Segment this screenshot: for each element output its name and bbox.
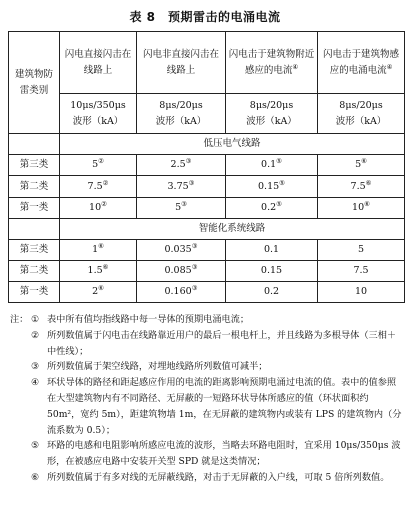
protection-class: 第一类 bbox=[19, 201, 49, 213]
current-value: 0.085 bbox=[164, 264, 192, 276]
table-title: 表 8 预期雷击的电涌电流 bbox=[129, 10, 281, 24]
current-value: 0.2 bbox=[263, 285, 280, 297]
current-value: 2.5 bbox=[170, 159, 186, 171]
current-value: 5 bbox=[355, 159, 362, 171]
note-item bbox=[10, 328, 404, 360]
current-value: 0.15 bbox=[260, 264, 283, 276]
note-text: 所列数值属于有多对线的无屏蔽线路，对击于无屏蔽的入户线，可取 5 倍所列数值。 bbox=[47, 471, 390, 483]
value-cell bbox=[60, 197, 137, 218]
footnote-ref: ③ bbox=[185, 157, 192, 166]
table-header-row bbox=[9, 32, 405, 94]
note-item bbox=[10, 375, 404, 438]
value-cell bbox=[137, 239, 226, 260]
section-title-cell bbox=[60, 134, 405, 155]
note-number: ⑥ bbox=[31, 471, 40, 483]
value-cell bbox=[137, 281, 226, 302]
footnote-ref: ③ bbox=[191, 241, 198, 250]
value-cell bbox=[60, 176, 137, 197]
note-item bbox=[10, 470, 404, 486]
current-value: 10 bbox=[354, 285, 368, 297]
note-text: 环状导体的路径和距起感应作用的电流的距离影响预期电涌过电流的值。表中的值参照在大型建筑物内有不同路径、无屏蔽的一短路环状导体所感应的值（环状面积约 50m²，宽约 5m），距建筑物墙 1m，在无屏蔽的建筑物内或装有 LPS 的建筑物内（分流系数为 0.5）； bbox=[47, 377, 402, 436]
footnote-ref: ③ bbox=[191, 262, 198, 271]
notes-label bbox=[10, 470, 31, 486]
column-spec-text: 10μs/350μs bbox=[70, 99, 126, 111]
column-spec-text: 8μs/20μs bbox=[159, 99, 203, 111]
notes-label bbox=[10, 328, 31, 360]
current-value: 10 bbox=[352, 201, 365, 213]
value-cell bbox=[226, 260, 318, 281]
column-spec-text: 波形（kA） bbox=[72, 115, 124, 127]
footnote-ref: ③ bbox=[181, 199, 187, 208]
note-number: ③ bbox=[31, 361, 40, 373]
current-value: 5 bbox=[92, 159, 99, 171]
class-cell bbox=[9, 197, 60, 218]
footnote-ref: ② bbox=[101, 199, 107, 208]
section-row bbox=[9, 134, 405, 155]
column-spec-1 bbox=[60, 94, 137, 134]
section-blank-cell bbox=[9, 218, 60, 239]
footnote-ref: ② bbox=[102, 178, 109, 187]
current-value: 7.5 bbox=[350, 180, 366, 192]
surge-current-table bbox=[8, 31, 405, 303]
footnote-ref: ⑥ bbox=[98, 241, 104, 250]
table-row bbox=[9, 260, 405, 281]
value-cell bbox=[137, 155, 226, 176]
column-spec-4 bbox=[318, 94, 405, 134]
protection-class: 第二类 bbox=[19, 264, 49, 276]
footnote-ref: ⑥ bbox=[102, 262, 109, 271]
value-cell bbox=[318, 239, 405, 260]
footnote-ref: ⑤ bbox=[276, 157, 282, 166]
notes-label: 注： bbox=[10, 314, 29, 325]
footnote-ref: ④ bbox=[386, 62, 393, 71]
current-value: 1.5 bbox=[87, 264, 103, 276]
note-number: ① bbox=[31, 314, 40, 325]
row-header-text: 雷类别 bbox=[19, 84, 49, 96]
value-cell bbox=[318, 260, 405, 281]
section-title-cell bbox=[60, 218, 405, 239]
column-spec-2 bbox=[137, 94, 226, 134]
value-cell bbox=[318, 155, 405, 176]
row-header-text: 建筑物防 bbox=[14, 68, 53, 80]
footnote-ref: ⑥ bbox=[98, 283, 104, 292]
footnote-ref: ⑥ bbox=[365, 178, 372, 187]
class-cell bbox=[9, 155, 60, 176]
current-value: 5 bbox=[175, 201, 182, 213]
value-cell bbox=[137, 176, 226, 197]
value-cell bbox=[60, 239, 137, 260]
section-title: 智能化系统线路 bbox=[198, 222, 266, 234]
protection-class: 第三类 bbox=[19, 159, 49, 171]
value-cell bbox=[226, 281, 318, 302]
class-cell bbox=[9, 239, 60, 260]
value-cell bbox=[137, 197, 226, 218]
row-header-cell bbox=[9, 32, 60, 134]
table-row bbox=[9, 176, 405, 197]
note-number: ⑤ bbox=[31, 440, 40, 452]
class-cell bbox=[9, 176, 60, 197]
protection-class: 第三类 bbox=[19, 243, 49, 255]
table-row bbox=[9, 197, 405, 218]
current-value: 0.2 bbox=[261, 201, 277, 213]
column-header-2 bbox=[137, 32, 226, 94]
column-spec-text: 波形（kA） bbox=[155, 115, 207, 127]
value-cell bbox=[226, 197, 318, 218]
value-cell bbox=[226, 176, 318, 197]
column-spec-3 bbox=[226, 94, 318, 134]
current-value: 0.1 bbox=[263, 243, 280, 255]
note-item bbox=[10, 438, 404, 470]
class-cell bbox=[9, 281, 60, 302]
current-value: 10 bbox=[89, 201, 102, 213]
footnote-ref: ⑤ bbox=[276, 199, 282, 208]
current-value: 5 bbox=[357, 243, 365, 255]
section-blank-cell bbox=[9, 134, 60, 155]
value-cell bbox=[60, 155, 137, 176]
column-header-3 bbox=[226, 32, 318, 94]
footnote-ref: ⑤ bbox=[279, 178, 285, 187]
value-cell bbox=[137, 260, 226, 281]
value-cell bbox=[60, 260, 137, 281]
column-header-title: 闪电击于建筑物感应的电涌电流 bbox=[322, 48, 399, 76]
notes-section bbox=[10, 312, 404, 486]
column-spec-text: 8μs/20μs bbox=[249, 99, 294, 111]
note-item bbox=[10, 312, 404, 328]
current-value: 7.5 bbox=[87, 180, 103, 192]
column-header-1 bbox=[60, 32, 137, 94]
note-number: ④ bbox=[31, 377, 40, 389]
current-value: 1 bbox=[92, 243, 99, 255]
footnote-ref: ③ bbox=[188, 178, 195, 187]
note-text: 环路的电感和电阻影响所感应电流的波形，当略去环路电阻时，宜采用 10μs/350μs 波形，在被感应电路中安装开关型 SPD 就是这类情况； bbox=[47, 440, 401, 468]
section-title: 低压电气线路 bbox=[203, 138, 261, 150]
column-header-4 bbox=[318, 32, 405, 94]
note-item bbox=[10, 359, 404, 375]
table-header-spec-row bbox=[9, 94, 405, 134]
column-header-title: 闪电直接闪击在线路上 bbox=[64, 48, 132, 76]
section-row bbox=[9, 218, 405, 239]
table-row bbox=[9, 239, 405, 260]
note-text: 所列数值属于闪电击在线路靠近用户的最后一根电杆上，并且线路为多根导体（三相＋中性线）； bbox=[47, 329, 397, 357]
column-header-title: 闪电非直接闪击在线路上 bbox=[142, 48, 219, 76]
note-text: 表中所有值均指线路中每一导体的预期电涌电流； bbox=[47, 314, 250, 325]
footnote-ref: ③ bbox=[191, 283, 198, 292]
value-cell bbox=[60, 281, 137, 302]
notes-label bbox=[10, 438, 31, 470]
value-cell bbox=[318, 281, 405, 302]
protection-class: 第一类 bbox=[19, 285, 49, 297]
notes-label bbox=[10, 375, 31, 438]
footnote-ref: ⑥ bbox=[361, 157, 367, 166]
value-cell bbox=[226, 239, 318, 260]
table-row bbox=[9, 155, 405, 176]
current-value: 7.5 bbox=[353, 264, 369, 276]
class-cell bbox=[9, 260, 60, 281]
current-value: 0.1 bbox=[261, 159, 277, 171]
value-cell bbox=[318, 176, 405, 197]
table-row bbox=[9, 281, 405, 302]
current-value: 0.035 bbox=[164, 243, 192, 255]
current-value: 0.160 bbox=[164, 285, 192, 297]
footnote-ref: ④ bbox=[292, 62, 299, 71]
value-cell bbox=[318, 197, 405, 218]
current-value: 2 bbox=[92, 285, 99, 297]
column-spec-text: 8μs/20μs bbox=[339, 99, 383, 111]
value-cell bbox=[226, 155, 318, 176]
protection-class: 第二类 bbox=[19, 180, 49, 192]
footnote-ref: ② bbox=[98, 157, 104, 166]
column-header-title: 闪电击于建筑物附近感应的电流 bbox=[228, 48, 315, 76]
note-text: 所列数值属于架空线路，对埋地线路所列数值可减半； bbox=[47, 361, 268, 373]
note-number: ② bbox=[31, 329, 40, 341]
footnote-ref: ⑥ bbox=[364, 199, 370, 208]
notes-label bbox=[10, 359, 31, 375]
current-value: 3.75 bbox=[167, 180, 189, 192]
column-spec-text: 波形（kA） bbox=[246, 115, 297, 127]
column-spec-text: 波形（kA） bbox=[335, 115, 387, 127]
current-value: 0.15 bbox=[258, 180, 280, 192]
